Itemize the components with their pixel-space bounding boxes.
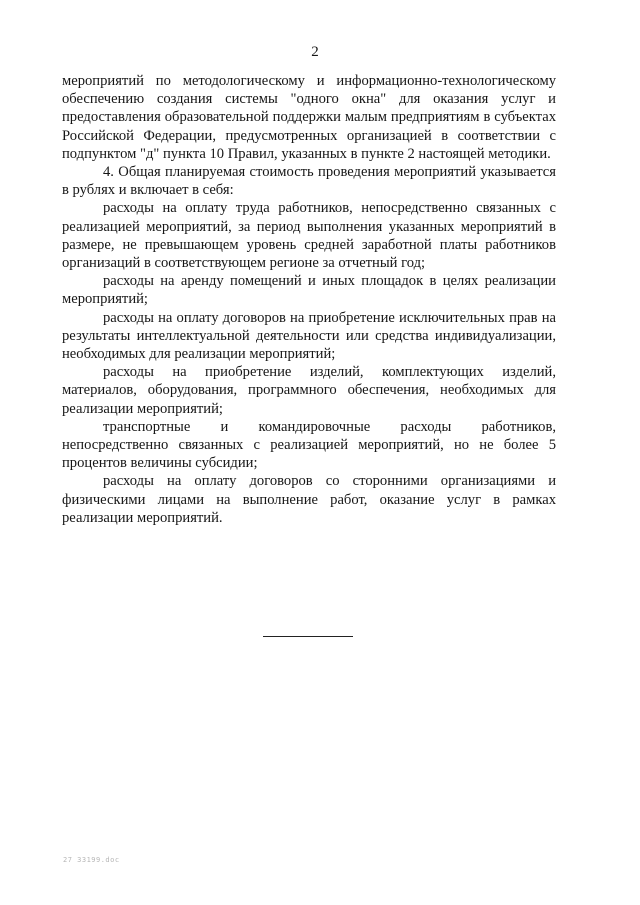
closing-divider [263, 636, 353, 637]
paragraph-rent-costs: расходы на аренду помещений и иных площадок в целях реализации мероприятий; [62, 273, 556, 308]
paragraph-exclusive-rights-costs: расходы на оплату договоров на приобретение исключительных прав на результаты интеллектуальной деятельности или средства индивидуализации, необходимых для реализации мероприятий; [62, 309, 556, 363]
paragraph-item-4: 4. Общая планируемая стоимость проведения мероприятий указывается в рублях и включает в себя: [62, 164, 556, 199]
paragraph-continuation: мероприятий по методологическому и информационно-технологическому обеспечению создания системы "одного окна" для оказания услуг и предоставления образовательной поддержки малым предприятиям в субъектах Российской Федерации, предусмотренных организацией в соответствии с подпунктом "д" пункта 10 Правил, указанных в пункте 2 настоящей методики. [62, 73, 556, 162]
paragraph-contract-costs: расходы на оплату договоров со сторонними организациями и физическими лицами на выполнение работ, оказание услуг в рамках реализации мероприятий. [62, 473, 556, 526]
paragraph-travel-costs: транспортные и командировочные расходы работников, непосредственно связанных с реализацией мероприятий, но не более 5 процентов величины субсидии; [62, 418, 556, 472]
page-number: 2 [311, 44, 319, 60]
document-body [62, 72, 556, 527]
document-code: 27 33199.doc [63, 856, 120, 864]
paragraph-equipment-costs: расходы на приобретение изделий, комплектующих изделий, материалов, оборудования, программного обеспечения, необходимых для реализации мероприятий; [62, 364, 556, 417]
paragraph-labor-costs: расходы на оплату труда работников, непосредственно связанных с реализацией мероприятий, за период выполнения указанных мероприятий в размере, не превышающем уровень средней заработной платы работников организаций в соответствующем регионе за отчетный год; [62, 200, 556, 272]
